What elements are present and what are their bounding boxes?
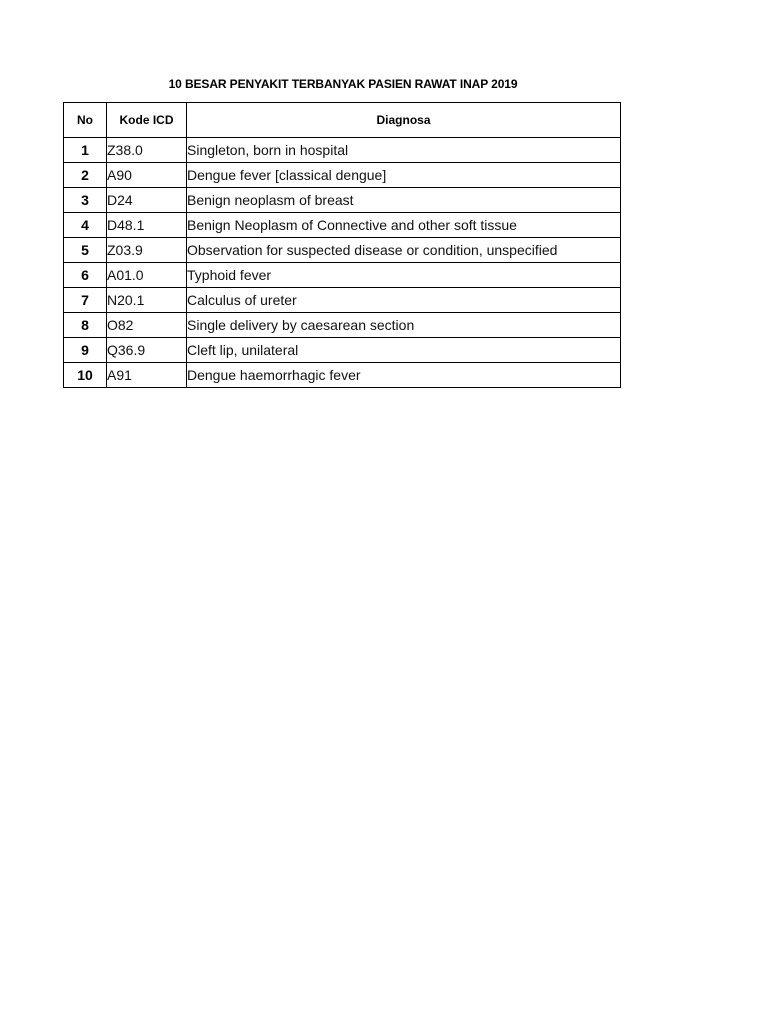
cell-diagnosa: Cleft lip, unilateral — [187, 338, 621, 363]
cell-no: 10 — [64, 363, 107, 388]
table-row — [64, 338, 621, 363]
cell-diagnosa: Dengue fever [classical dengue] — [187, 163, 621, 188]
table-row — [64, 213, 621, 238]
cell-kode-icd: D48.1 — [107, 213, 187, 238]
cell-kode-icd: Z03.9 — [107, 238, 187, 263]
cell-no: 3 — [64, 188, 107, 213]
cell-no: 1 — [64, 138, 107, 163]
cell-no: 8 — [64, 313, 107, 338]
cell-no: 2 — [64, 163, 107, 188]
cell-no: 7 — [64, 288, 107, 313]
cell-diagnosa: Typhoid fever — [187, 263, 621, 288]
header-kode-icd: Kode ICD — [107, 103, 187, 138]
cell-diagnosa: Observation for suspected disease or condition, unspecified — [187, 238, 621, 263]
header-diagnosa: Diagnosa — [187, 103, 621, 138]
cell-no: 6 — [64, 263, 107, 288]
table-row — [64, 188, 621, 213]
cell-diagnosa: Calculus of ureter — [187, 288, 621, 313]
cell-no: 5 — [64, 238, 107, 263]
table-row — [64, 313, 621, 338]
table-row — [64, 363, 621, 388]
table-row — [64, 263, 621, 288]
cell-no: 4 — [64, 213, 107, 238]
table-row — [64, 238, 621, 263]
cell-diagnosa: Singleton, born in hospital — [187, 138, 621, 163]
table-row — [64, 163, 621, 188]
cell-no: 9 — [64, 338, 107, 363]
cell-kode-icd: Z38.0 — [107, 138, 187, 163]
table-body — [64, 138, 621, 388]
diagnosis-table — [63, 102, 621, 388]
cell-diagnosa: Dengue haemorrhagic fever — [187, 363, 621, 388]
cell-diagnosa: Benign Neoplasm of Connective and other soft tissue — [187, 213, 621, 238]
table-header-row — [64, 103, 621, 138]
table-row — [64, 288, 621, 313]
header-no: No — [64, 103, 107, 138]
cell-kode-icd: N20.1 — [107, 288, 187, 313]
cell-kode-icd: A91 — [107, 363, 187, 388]
cell-kode-icd: A90 — [107, 163, 187, 188]
cell-diagnosa: Benign neoplasm of breast — [187, 188, 621, 213]
cell-kode-icd: Q36.9 — [107, 338, 187, 363]
table-row — [64, 138, 621, 163]
cell-kode-icd: D24 — [107, 188, 187, 213]
cell-kode-icd: A01.0 — [107, 263, 187, 288]
cell-diagnosa: Single delivery by caesarean section — [187, 313, 621, 338]
page-title: 10 BESAR PENYAKIT TERBANYAK PASIEN RAWAT INAP 2019 — [168, 77, 518, 91]
cell-kode-icd: O82 — [107, 313, 187, 338]
